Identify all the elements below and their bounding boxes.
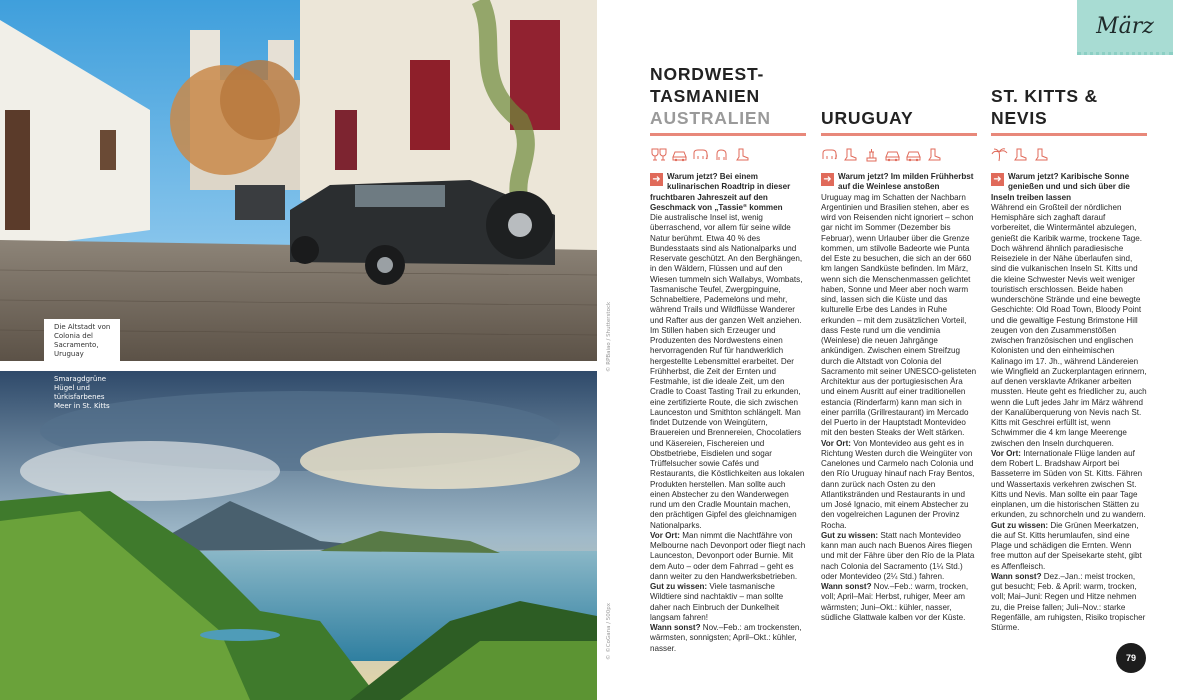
- wann-sonst-text: Dez.–Jan.: meist trocken, gut besucht; Feb. & April: warm, trocken, voll; Mai–Juni: Regen und Hitze nehmen zu, die Preise fallen; Juli–Nov.: starke Regenfälle, am ruhigsten, Risiko tropischer Stürme.: [991, 571, 1146, 632]
- wann-sonst-label: Wann sonst?: [650, 623, 701, 632]
- gut-zu-wissen-text: Statt nach Montevideo kann man auch nach Buenos Aires fliegen und mit der Fähre über den Río de la Plata nach Colonia del Sacramento (1¼ Std.) oder Montevideo (2¼ Std.) fahren.: [821, 530, 975, 581]
- arrow-icon: ➜: [821, 173, 834, 186]
- car-icon: [884, 148, 901, 162]
- lead-text: Warum jetzt? Im milden Frühherbst auf die Weinlese anstoßen: [838, 172, 974, 192]
- section-rule: [821, 133, 977, 136]
- boot-icon: [1033, 148, 1050, 162]
- column-heading: [991, 60, 1147, 129]
- bottom-photo-caption: Smaragdgrüne Hügel und türkisfarbenes Meer in St. Kitts: [54, 375, 110, 410]
- article-body: [821, 172, 977, 623]
- body-text: Die australische Insel ist, wenig überraschend, vor allem für seine wilde Natur berühmt. Etwa 40 % des Bundesstaats sind als Nationalparks und Reservate geschützt. An den Berghängen, in den Wäldern, Flüssen und auf den Wiesen tummeln sich Wallabys, Wombats, Tasmanische Teufel, Zwergpinguine, Schnabeltiere, Pademelons und mehr, während Trails und Wildflüsse Wanderer und Rafter aus der ganzen Welt anziehen. Im Stillen haben sich Erzeuger und Produzenten des Nordwestens einen hervorragenden Ruf für handwerklich hergestellte Lebensmittel erarbeitet. Der Frühherbst, die Zeit der Ernten und Festmahle, ist die ideale Zeit, um den Cradle to Coast Tasting Trail zu erkunden, eine zertifizierte Route, die sich zwischen Launceston und Smithton schlängelt. Man findet Dutzende von Weingütern, Brauereien und Brennereien, Chocolatiers und Käsereien, Fischereien und Obstbetriebe, Eisdielen und sogar Trüffelsucher sowie Cafés und Restaurants, die Köstlichkeiten aus lokalen Produkten herstellen. Man sollte auch einen Abstecher zu den Wanderwegen rund um den Cradle Mountain machen, den prächtigen Gipfel des gleichnamigen Nationalparks.: [650, 213, 805, 530]
- boot-icon: [842, 148, 859, 162]
- wann-sonst-text: Nov.–Feb.: warm, trocken, voll; April–Mai: Herbst, ruhiger, Meer am wärmsten; Juni–Okt.: kühler, nasser, südliche Glattwale kalben vor der Küste.: [821, 582, 969, 622]
- body-text: Während ein Großteil der nördlichen Hemisphäre sich zaghaft darauf vorbereitet, die Wintermäntel abzulegen, genießt die Karibik warme, trockene Tage. Doch während ähnlich paradiesische Reiseziele in der Nähe überlaufen sind, sind die vulkanischen Inseln St. Kitts und die kleine Schwester Nevis weit weniger touristisch erschlossen. Beide haben wunderschöne Strände und eine bewegte Geschichte: Old Road Town, Bloody Point und die gewaltige Festung Brimstone Hill zeugen von den Zusammenstößen zwischen französischen und englischen Kolonisten und den einheimischen Kalinago im 17. Jh., während Ländereien wie Wingfield an Zuckerplantagen erinnern, auf denen versklavte Afrikaner arbeiten mussten. Heute geht es friedlicher zu, auch wenn die Luft jedes Jahr im März während der Kanalüberquerung von Nevis nach St. Kitts mit Geschrei erfüllt ist, wenn Schwimmer die 4 km lange Meerenge zwischen den Inseln durchqueren.: [991, 202, 1147, 448]
- lead-text: Warum jetzt? Karibische Sonne genießen und und sich über die Inseln treiben lassen: [991, 172, 1130, 202]
- wann-sonst-label: Wann sonst?: [991, 571, 1042, 581]
- column-heading: [650, 60, 806, 129]
- elephant-icon: [692, 148, 709, 162]
- month-tab: März: [1077, 0, 1173, 55]
- top-photo-credit: © RPBaiao / Shutterstock: [606, 301, 612, 372]
- vor-ort-label: Vor Ort:: [991, 448, 1021, 458]
- vor-ort-label: Vor Ort:: [650, 530, 680, 540]
- destination-title: ST. KITTS & NEVIS: [991, 86, 1098, 128]
- article-column-uruguay: [821, 60, 977, 623]
- activity-icons: [650, 144, 806, 166]
- palm-icon: [991, 148, 1008, 162]
- gut-zu-wissen-text: Die Grünen Meerkatzen, die auf St. Kitts herumlaufen, sind eine Plage und schädigen die Ernten. Wenn free mutton auf der Speisekarte steht, gibt es Affenfleisch.: [991, 520, 1142, 571]
- bottom-photo-credit: © ©CoGana / 500px: [606, 602, 612, 660]
- section-rule: [991, 133, 1147, 136]
- vor-ort-text: Internationale Flüge landen auf dem Robert L. Bradshaw Airport bei Basseterre im Süden von St. Kitts. Fähren und Wassertaxis verkehren zwischen St. Kitts und Nevis. Man sollte ein paar Tage einplanen, um die historischen Stätten zu erkunden, zu schnorcheln und zu wandern.: [991, 448, 1146, 520]
- page-number: 79: [1116, 643, 1146, 673]
- wann-sonst-text: Nov.–Feb.: am trockensten, wärmsten, sonnigsten; April–Okt.: kühler, nasser.: [650, 623, 802, 653]
- gut-zu-wissen-text: Viele tasmanische Wildtiere sind nachtaktiv – man sollte daher nach Einbruch der Dunkelheit langsam fahren!: [650, 582, 784, 622]
- wine-icon: [650, 148, 667, 162]
- boot-icon: [734, 148, 751, 162]
- gut-zu-wissen-label: Gut zu wissen:: [821, 530, 879, 540]
- body-text: Uruguay mag im Schatten der Nachbarn Argentinien und Brasilien stehen, aber es wird von Reisenden nicht ignoriert – schon gar nicht im Sommer (Dezember bis Februar), wenn Urlauber über die Grenze kommen, um stilvolle Badeorte wie Punta del Este zu besuchen, die sich an der 660 km langen Sandküste befinden. Im März, wenn sich die Menschenmassen gelichtet haben, Sonne und Meer aber noch warm sind, lassen sich die Küste und das kulturelle Erbe des Landes in Ruhe erkunden – mit dem zusätzlichen Vorteil, dass Feste rund um die vendimia (Weinlese) die neuen Jahrgänge ankündigen. Zwischen einem Streifzug durch die Altstadt von Colonia del Sacramento mit seiner UNESCO-gelisteten Architektur aus der portugiesischen Ära und einem Ausritt auf einer traditionellen estancia (Rinderfarm) kann man sich in einer parrilla (Grillrestaurant) im Mercado del Puerto in der Hauptstadt Montevideo mit den besten Steaks der Welt stärken.: [821, 192, 977, 438]
- article-column-st-kitts: [991, 60, 1147, 633]
- vor-ort-text: Von Montevideo aus geht es in Richtung Westen durch die Weingüter von Canelones und Carmelo nach Colonia und den Río Uruguay hinauf nach Fray Bentos, dann zurück nach Osten zu den Atlantikstränden und Restaurants in und um José Ignacio, mit einem Abstecher zu den vogelreichen Lagunen der Provinz Rocha.: [821, 438, 975, 530]
- section-rule: [650, 133, 806, 136]
- boot-icon: [1012, 148, 1029, 162]
- arrow-icon: ➜: [991, 173, 1004, 186]
- article-body: [650, 172, 806, 654]
- boot-icon: [926, 148, 943, 162]
- car-icon: [905, 148, 922, 162]
- destination-country: AUSTRALIEN: [650, 108, 771, 128]
- destination-title: NORDWEST-TASMANIEN: [650, 64, 765, 106]
- activity-icons: [991, 144, 1147, 166]
- arrow-icon: ➜: [650, 173, 663, 186]
- article-body: [991, 172, 1147, 633]
- wann-sonst-label: Wann sonst?: [821, 582, 872, 591]
- top-photo-caption: Die Altstadt von Colonia del Sacramento, Uruguay: [44, 319, 120, 363]
- vor-ort-label: Vor Ort:: [821, 438, 851, 448]
- column-heading: [821, 60, 977, 129]
- colonia-street-photo: [0, 0, 597, 361]
- article-column-tasmania: [650, 60, 806, 654]
- destination-title: URUGUAY: [821, 108, 914, 128]
- vor-ort-text: Man nimmt die Nachtfähre von Melbourne nach Devonport oder fliegt nach Launceston, Devonport oder Burnie. Mit dem Auto – oder dem Fahrrad – geht es dann weiter zu den Handwerksbetrieben.: [650, 530, 806, 581]
- car-icon: [671, 148, 688, 162]
- gorilla-icon: [713, 148, 730, 162]
- gut-zu-wissen-label: Gut zu wissen:: [650, 582, 708, 591]
- activity-icons: [821, 144, 977, 166]
- monument-icon: [863, 148, 880, 162]
- elephant-icon: [821, 148, 838, 162]
- gut-zu-wissen-label: Gut zu wissen:: [991, 520, 1049, 530]
- st-kitts-landscape-photo: [0, 371, 597, 700]
- lead-text: Warum jetzt? Bei einem kulinarischen Roadtrip in dieser fruchtbaren Jahreszeit auf den Geschmack von „Tassie“ kommen: [650, 172, 791, 212]
